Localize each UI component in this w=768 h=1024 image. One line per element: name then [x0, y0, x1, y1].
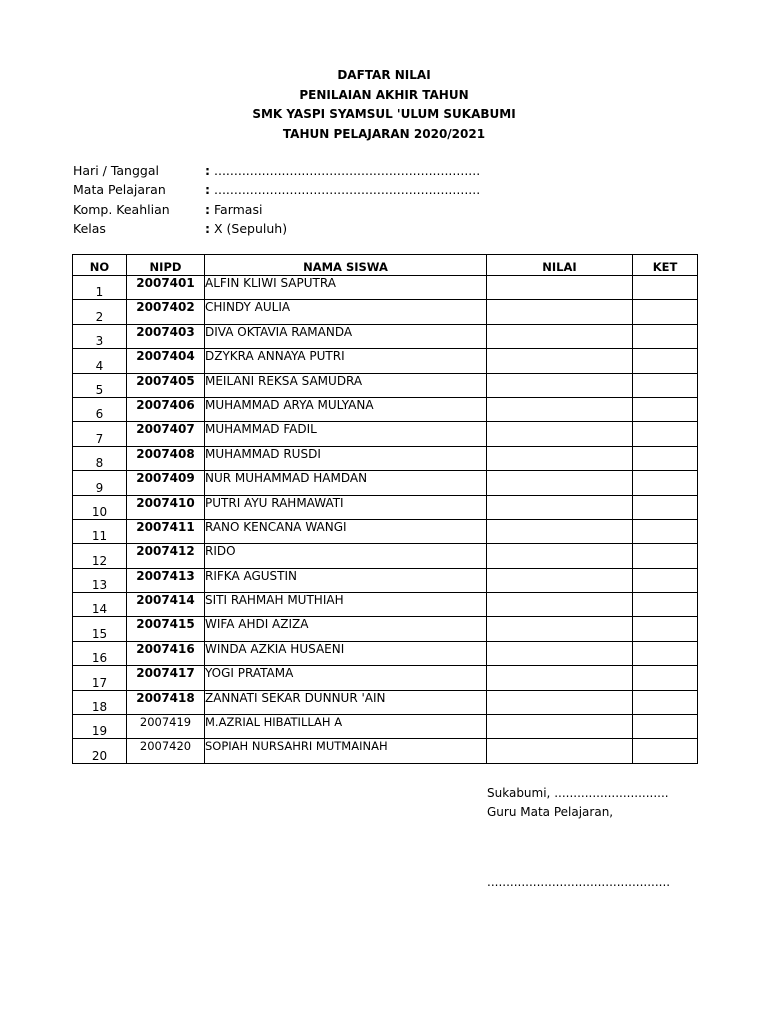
- table-row: [73, 519, 698, 543]
- cell-ket: [633, 276, 698, 300]
- heading-year: TAHUN PELAJARAN 2020/2021: [282, 126, 486, 141]
- cell-nama: CHINDY AULIA: [205, 300, 487, 324]
- info-label-hari: Hari / Tanggal: [73, 163, 159, 178]
- header-nipd: NIPD: [127, 255, 205, 276]
- info-value-komp: Farmasi: [214, 201, 263, 217]
- cell-nipd: 2007405: [127, 373, 205, 397]
- info-value-hari: ...................................................................: [214, 163, 481, 178]
- cell-no: 8: [73, 446, 127, 470]
- cell-nilai: [487, 373, 633, 397]
- info-row-hari: Hari / Tanggal : ...................................................................: [73, 161, 480, 180]
- cell-ket: [633, 544, 698, 568]
- cell-ket: [633, 446, 698, 470]
- table-row: [73, 349, 698, 373]
- cell-nipd: 2007411: [127, 519, 205, 543]
- cell-nama: WINDA AZKIA HUSAENI: [205, 641, 487, 665]
- cell-nipd: 2007406: [127, 397, 205, 421]
- cell-nipd: 2007416: [127, 641, 205, 665]
- cell-nilai: [487, 593, 633, 617]
- info-block: [73, 161, 480, 238]
- cell-nipd: 2007412: [127, 544, 205, 568]
- cell-nipd: 2007418: [127, 690, 205, 714]
- cell-no: 6: [73, 397, 127, 421]
- cell-nama: PUTRI AYU RAHMAWATI: [205, 495, 487, 519]
- document-heading: [0, 66, 768, 144]
- cell-nipd: 2007401: [127, 276, 205, 300]
- cell-nama: SOPIAH NURSAHRI MUTMAINAH: [205, 739, 487, 763]
- cell-no: 9: [73, 471, 127, 495]
- cell-ket: [633, 300, 698, 324]
- cell-nama: M.AZRIAL HIBATILLAH A: [205, 715, 487, 739]
- table-row: [73, 495, 698, 519]
- cell-nilai: [487, 349, 633, 373]
- cell-nilai: [487, 422, 633, 446]
- cell-nilai: [487, 519, 633, 543]
- cell-ket: [633, 422, 698, 446]
- cell-ket: [633, 519, 698, 543]
- table-row: [73, 544, 698, 568]
- cell-ket: [633, 495, 698, 519]
- table-row: [73, 666, 698, 690]
- table-row: [73, 593, 698, 617]
- info-row-mapel: Mata Pelajaran : ...................................................................: [73, 180, 480, 199]
- table-row: [73, 276, 698, 300]
- info-label-kelas: Kelas: [73, 220, 106, 236]
- cell-ket: [633, 690, 698, 714]
- table-row: [73, 324, 698, 348]
- heading-school: SMK YASPI SYAMSUL 'ULUM SUKABUMI: [252, 107, 516, 121]
- table-row: [73, 397, 698, 421]
- cell-ket: [633, 666, 698, 690]
- cell-nipd: 2007408: [127, 446, 205, 470]
- cell-nilai: [487, 446, 633, 470]
- cell-no: 17: [73, 666, 127, 690]
- table-row: [73, 373, 698, 397]
- cell-ket: [633, 641, 698, 665]
- table-row: [73, 641, 698, 665]
- table-row: [73, 690, 698, 714]
- cell-nilai: [487, 276, 633, 300]
- cell-nilai: [487, 568, 633, 592]
- grades-table: [72, 254, 698, 764]
- cell-nipd: 2007417: [127, 666, 205, 690]
- cell-no: 7: [73, 422, 127, 446]
- cell-nipd: 2007414: [127, 593, 205, 617]
- cell-nilai: [487, 300, 633, 324]
- header-nama: NAMA SISWA: [205, 255, 487, 276]
- cell-ket: [633, 739, 698, 763]
- signature-name-line: ................................................: [487, 875, 671, 889]
- table-row: [73, 715, 698, 739]
- table-row: [73, 422, 698, 446]
- cell-nama: RIDO: [205, 544, 487, 568]
- info-label-mapel: Mata Pelajaran: [73, 182, 166, 198]
- signature-role: Guru Mata Pelajaran,: [487, 805, 614, 819]
- cell-ket: [633, 397, 698, 421]
- cell-nama: MEILANI REKSA SAMUDRA: [205, 373, 487, 397]
- header-nilai: NILAI: [487, 255, 633, 276]
- cell-nama: ZANNATI SEKAR DUNNUR 'AIN: [205, 690, 487, 714]
- table-row: [73, 617, 698, 641]
- cell-ket: [633, 324, 698, 348]
- cell-nilai: [487, 715, 633, 739]
- info-row-komp: Komp. Keahlian : Farmasi: [73, 200, 480, 219]
- cell-nilai: [487, 324, 633, 348]
- signature-place-date: Sukabumi, ..............................: [487, 786, 669, 800]
- cell-nipd: 2007410: [127, 495, 205, 519]
- info-row-kelas: Kelas : X (Sepuluh): [73, 219, 480, 238]
- table-row: [73, 471, 698, 495]
- cell-nipd: 2007419: [127, 715, 205, 739]
- cell-no: 12: [73, 544, 127, 568]
- cell-no: 3: [73, 324, 127, 348]
- cell-nama: MUHAMMAD FADIL: [205, 422, 487, 446]
- info-value-kelas: X (Sepuluh): [214, 220, 288, 236]
- cell-no: 2: [73, 300, 127, 324]
- cell-nilai: [487, 641, 633, 665]
- cell-ket: [633, 349, 698, 373]
- cell-nama: RANO KENCANA WANGI: [205, 519, 487, 543]
- cell-nilai: [487, 690, 633, 714]
- table-row: [73, 739, 698, 763]
- cell-nama: DIVA OKTAVIA RAMANDA: [205, 324, 487, 348]
- cell-nilai: [487, 544, 633, 568]
- cell-nama: YOGI PRATAMA: [205, 666, 487, 690]
- cell-no: 5: [73, 373, 127, 397]
- cell-nama: SITI RAHMAH MUTHIAH: [205, 593, 487, 617]
- cell-nama: DZYKRA ANNAYA PUTRI: [205, 349, 487, 373]
- cell-nilai: [487, 397, 633, 421]
- info-value-mapel: ...................................................................: [214, 182, 481, 198]
- heading-assessment: PENILAIAN AKHIR TAHUN: [299, 87, 469, 102]
- header-ket: KET: [633, 255, 698, 276]
- cell-no: 4: [73, 349, 127, 373]
- cell-no: 11: [73, 519, 127, 543]
- cell-nama: NUR MUHAMMAD HAMDAN: [205, 471, 487, 495]
- cell-no: 20: [73, 739, 127, 763]
- cell-nilai: [487, 617, 633, 641]
- cell-nipd: 2007420: [127, 739, 205, 763]
- cell-nipd: 2007402: [127, 300, 205, 324]
- cell-no: 13: [73, 568, 127, 592]
- cell-nipd: 2007409: [127, 471, 205, 495]
- table-body: [73, 276, 698, 764]
- cell-nama: RIFKA AGUSTIN: [205, 568, 487, 592]
- cell-ket: [633, 373, 698, 397]
- cell-no: 10: [73, 495, 127, 519]
- table-row: [73, 568, 698, 592]
- cell-nilai: [487, 666, 633, 690]
- cell-nipd: 2007415: [127, 617, 205, 641]
- cell-no: 1: [73, 276, 127, 300]
- cell-nilai: [487, 739, 633, 763]
- info-label-komp: Komp. Keahlian: [73, 201, 170, 217]
- header-no: NO: [73, 255, 127, 276]
- cell-nilai: [487, 471, 633, 495]
- cell-ket: [633, 568, 698, 592]
- cell-nama: WIFA AHDI AZIZA: [205, 617, 487, 641]
- cell-nipd: 2007404: [127, 349, 205, 373]
- cell-ket: [633, 471, 698, 495]
- table-row: [73, 446, 698, 470]
- cell-ket: [633, 617, 698, 641]
- cell-nipd: 2007407: [127, 422, 205, 446]
- table-header-row: [73, 255, 698, 276]
- cell-nama: MUHAMMAD ARYA MULYANA: [205, 397, 487, 421]
- cell-no: 18: [73, 690, 127, 714]
- cell-no: 15: [73, 617, 127, 641]
- cell-nilai: [487, 495, 633, 519]
- cell-no: 16: [73, 641, 127, 665]
- cell-ket: [633, 715, 698, 739]
- cell-nama: MUHAMMAD RUSDI: [205, 446, 487, 470]
- cell-nama: ALFIN KLIWI SAPUTRA: [205, 276, 487, 300]
- signature-block: [487, 784, 669, 822]
- heading-title: DAFTAR NILAI: [337, 68, 431, 82]
- cell-no: 19: [73, 715, 127, 739]
- cell-no: 14: [73, 593, 127, 617]
- cell-nipd: 2007413: [127, 568, 205, 592]
- table-row: [73, 300, 698, 324]
- cell-ket: [633, 593, 698, 617]
- cell-nipd: 2007403: [127, 324, 205, 348]
